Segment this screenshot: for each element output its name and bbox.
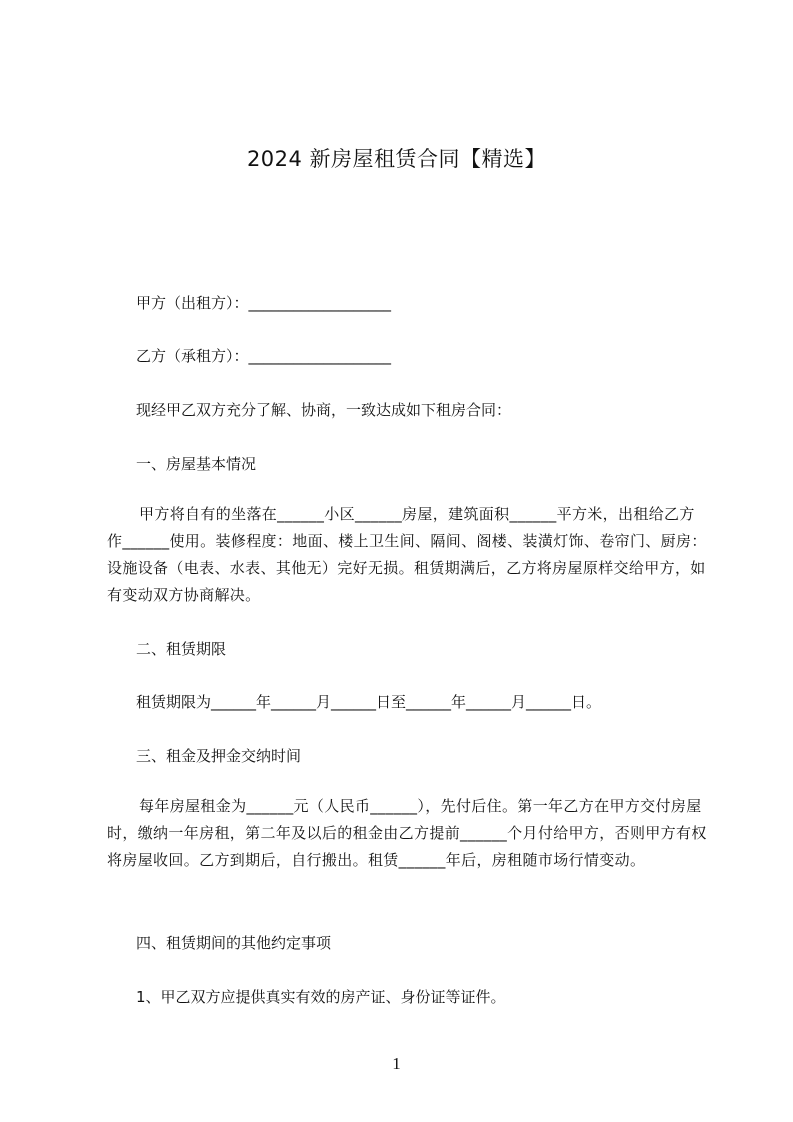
section-body-3: 每年房屋租金为______元（人民币______），先付后住。第一年乙方在甲方交付房屋时，缴纳一年房租，第二年及以后的租金由乙方提前______个月付给甲方，否则甲方有权将房屋收回。乙方到期后，自行搬出。租赁______年后，房租随市场行情变动。 <box>107 797 707 869</box>
section-body-2: 租赁期限为______年______月______日至______年______月______日。 <box>136 693 602 711</box>
section-heading-2: 二、租赁期限 <box>136 640 227 658</box>
section-body-1: 甲方将自有的坐落在______小区______房屋，建筑面积______平方米，出租给乙方作______使用。装修程度：地面、楼上卫生间、隔间、阁楼、装潢灯饰、卷帘门、厨房：设施设备（电表、水表、其他无）完好无损。租赁期满后，乙方将房屋原样交给甲方，如有变动双方协商解决。 <box>107 505 707 604</box>
document-title: 2024 新房屋租赁合同【精选】 <box>246 147 547 171</box>
intro-paragraph: 现经甲乙双方充分了解、协商，一致达成如下租房合同： <box>136 401 512 419</box>
section-body-4: 1、甲乙双方应提供真实有效的房产证、身份证等证件。 <box>136 988 506 1006</box>
party-b-line: 乙方（承租方）：___________________ <box>136 347 392 365</box>
section-heading-4: 四、租赁期间的其他约定事项 <box>136 934 332 952</box>
section-heading-1: 一、房屋基本情况 <box>136 455 257 473</box>
party-a-line: 甲方（出租方）：___________________ <box>136 294 392 312</box>
section-heading-3: 三、租金及押金交纳时间 <box>136 747 302 765</box>
page-number: 1 <box>392 1054 401 1073</box>
